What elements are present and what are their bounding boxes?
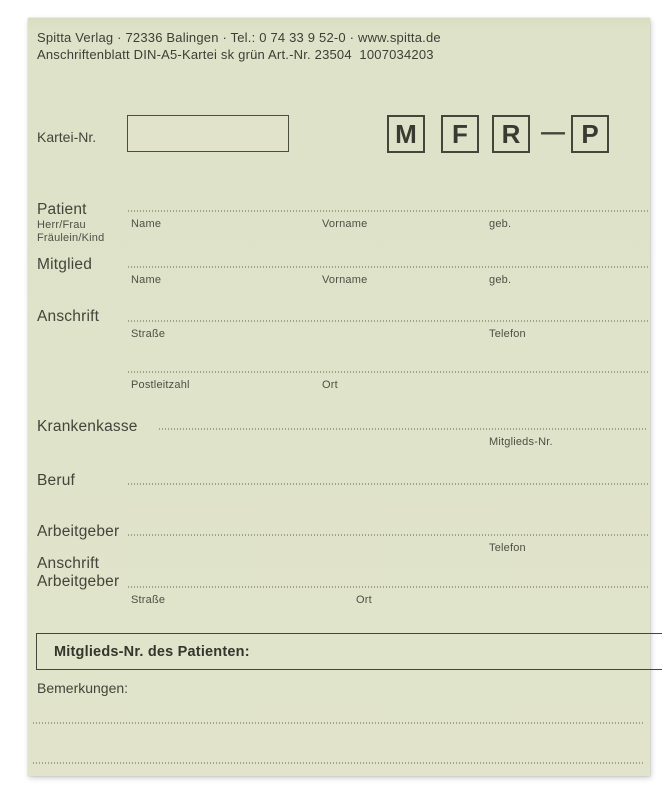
anschrift-arbeitgeber-strasse-label: Straße <box>131 594 166 606</box>
mitglied-geb-label: geb. <box>489 274 512 286</box>
mark-box-m <box>387 115 425 153</box>
mark-m-label: M <box>395 118 417 149</box>
form-card <box>28 18 650 776</box>
bemerkungen-rule-line-1 <box>33 722 645 724</box>
patient-name-label: Name <box>131 218 162 230</box>
product-header-line: Anschriftenblatt DIN-A5-Kartei sk grün Art.-Nr. 23504 1007034203 <box>37 47 434 62</box>
arbeitgeber-section-label: Arbeitgeber <box>37 523 120 540</box>
beruf-section-label: Beruf <box>37 472 76 489</box>
patient-salutation-2: Fräulein/Kind <box>37 232 105 244</box>
anschrift-arbeitgeber-ort-label: Ort <box>356 594 372 606</box>
bemerkungen-rule-line-2 <box>33 762 645 764</box>
mark-r-label: R <box>501 118 521 149</box>
arbeitgeber-telefon-label: Telefon <box>489 542 526 554</box>
patient-salutation-1: Herr/Frau <box>37 219 86 231</box>
mitgliedsnr-patienten-label: Mitglieds-Nr. des Patienten: <box>54 643 250 660</box>
bemerkungen-label: Bemerkungen: <box>37 680 129 696</box>
dash-separator: — <box>541 119 565 146</box>
mark-box-r <box>492 115 530 153</box>
mark-box-f <box>441 115 479 153</box>
patient-section-label: Patient <box>37 201 87 218</box>
anschrift-arbeitgeber-rule-line <box>128 586 648 588</box>
arbeitgeber-rule-line <box>128 534 648 536</box>
kartei-nr-field-box <box>127 115 289 152</box>
beruf-rule-line <box>128 483 648 485</box>
anschrift-arbeitgeber-label-line1: Anschrift <box>37 555 100 572</box>
mark-p-label: P <box>581 118 599 149</box>
patient-vorname-label: Vorname <box>322 218 368 230</box>
anschrift-plz-rule-line <box>128 371 648 373</box>
anschrift-telefon-label: Telefon <box>489 328 526 340</box>
mark-f-label: F <box>452 118 468 149</box>
krankenkasse-rule-line <box>159 428 648 430</box>
publisher-header-line: Spitta Verlag · 72336 Balingen · Tel.: 0 74 33 9 52-0 · www.spitta.de <box>37 30 441 45</box>
anschrift-strasse-label: Straße <box>131 328 166 340</box>
patient-geb-label: geb. <box>489 218 512 230</box>
mitglied-name-rule-line <box>128 266 648 268</box>
mitglied-vorname-label: Vorname <box>322 274 368 286</box>
krankenkasse-section-label: Krankenkasse <box>37 418 138 435</box>
krankenkasse-mitgliedsnr-label: Mitglieds-Nr. <box>489 436 553 448</box>
anschrift-arbeitgeber-label-line2: Arbeitgeber <box>37 573 120 590</box>
patient-name-rule-line <box>128 210 648 212</box>
anschrift-section-label: Anschrift <box>37 308 100 325</box>
mitglied-section-label: Mitglied <box>37 256 93 273</box>
anschrift-strasse-rule-line <box>128 320 648 322</box>
kartei-nr-label: Kartei-Nr. <box>37 129 97 145</box>
anschrift-ort-label: Ort <box>322 379 338 391</box>
mitgliedsnr-patienten-box <box>36 633 662 670</box>
mark-box-p <box>571 115 609 153</box>
mitglied-name-label: Name <box>131 274 162 286</box>
anschrift-postleitzahl-label: Postleitzahl <box>131 379 190 391</box>
